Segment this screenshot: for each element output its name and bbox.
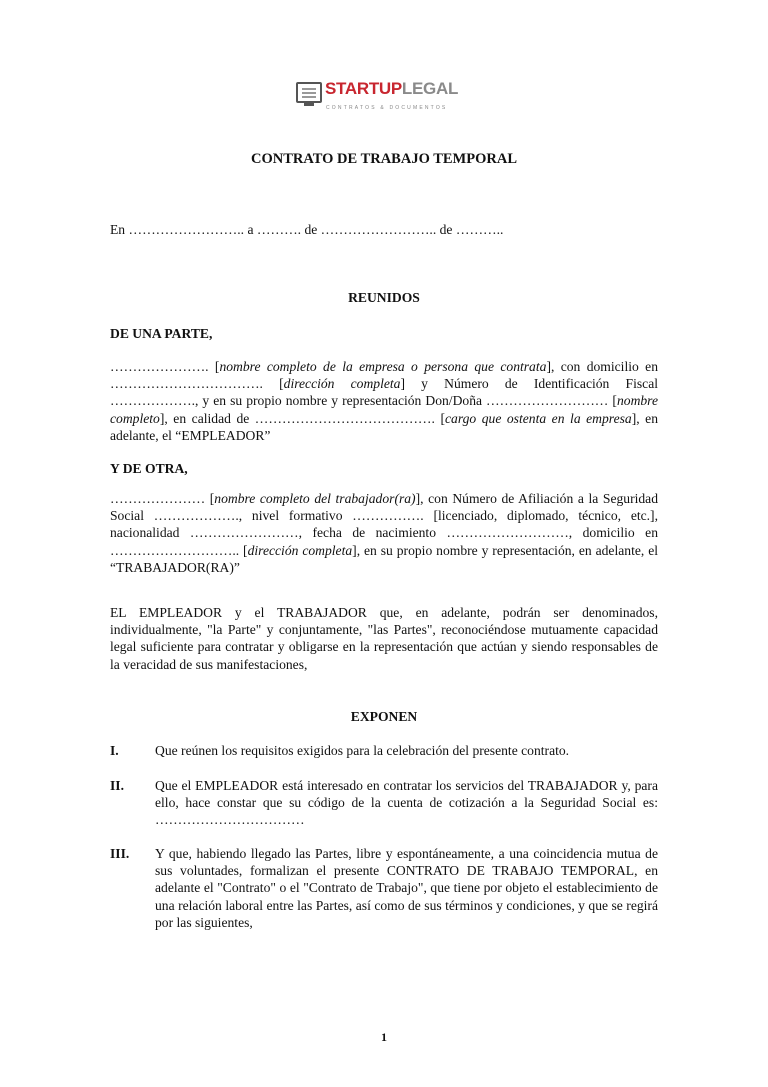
placeholder-text: nombre completo del trabajador(ra): [214, 491, 416, 506]
heading-exponen: EXPONEN: [350, 709, 418, 724]
startuplegal-logo: [296, 79, 459, 111]
item-text: Y que, habiendo llegado las Partes, libre y espontáneamente, a una coincidencia mutua de sus voluntades, formalizan el presente CONTRATO DE TRABAJO TEMPORAL, en adelante el "Contrato" o el "Contrato de Trabajo", que tiene por objeto el establecimiento de una relación laboral entre las Partes, así como de sus términos y condiciones, y que se regirá por las siguientes,: [155, 846, 658, 930]
monitor-stand: [304, 103, 314, 106]
heading-parte1: DE UNA PARTE,: [110, 326, 213, 341]
item-number: III.: [110, 846, 130, 861]
exponen-item-3: [110, 845, 658, 931]
exponen-item-1: [110, 742, 658, 759]
document-title: CONTRATO DE TRABAJO TEMPORAL: [250, 151, 517, 167]
logo-red-text: STARTUP: [325, 79, 402, 98]
placeholder-text: cargo que ostenta en la empresa: [444, 410, 632, 426]
logo-tagline: CONTRATOS & DOCUMENTOS: [326, 105, 448, 111]
text: ] y Número de Identificación Fiscal ………………., y en su propio nombre y representación Don/Doña ……………………… [: [110, 376, 659, 409]
logo-gray-text: LEGAL: [401, 79, 459, 98]
parte1-paragraph: [110, 358, 658, 444]
placeholder-text: nombre completo: [110, 393, 658, 426]
partes-paragraph: EL EMPLEADOR y el TRABAJADOR que, en adelante, podrán ser denominados, individualmente, "la Parte" y conjuntamente, "las Partes", reconociéndose mutuamente capacidad legal suficiente para contratar y obligarse en la representación que actúan y siendo responsables de la veracidad de sus manifestaciones,: [110, 605, 658, 672]
place-date-line: En …………………….. a ………. de …………………….. de ………..: [110, 222, 504, 237]
text: ], en calidad de …………………………………. [: [159, 410, 445, 426]
item-number: II.: [110, 778, 124, 793]
exponen-item-2: [110, 777, 658, 829]
page-number: 1: [381, 1030, 387, 1044]
text: ], con domicilio en ……………………………. [: [110, 359, 659, 392]
text: ], en su propio nombre y representación, en adelante, el “TRABAJADOR(RA)”: [110, 542, 659, 575]
logo-wordmark: [325, 80, 458, 97]
heading-reunidos: REUNIDOS: [348, 290, 420, 305]
item-number: I.: [110, 743, 119, 758]
text: …………………. [: [110, 359, 220, 374]
placeholder-text: nombre completo de la empresa o persona que contrata: [219, 359, 547, 374]
item-text: Que reúnen los requisitos exigidos para la celebración del presente contrato.: [155, 743, 570, 758]
parte2-paragraph: [110, 490, 658, 576]
monitor-icon: [296, 82, 322, 103]
text: ], en adelante, el “EMPLEADOR”: [110, 410, 658, 443]
placeholder-text: dirección completa: [283, 376, 401, 392]
placeholder-text: dirección completa: [247, 542, 353, 558]
item-text: Que el EMPLEADOR está interesado en contratar los servicios del TRABAJADOR y, para ello, hace constar que su código de la cuenta de cotización a la Seguridad Social es: ……………………………: [155, 778, 658, 828]
heading-parte2: Y DE OTRA,: [110, 461, 188, 476]
text: ………………… [: [110, 491, 215, 506]
text: ], con Número de Afiliación a la Seguridad Social ………………., nivel formativo ……………. [licenciado, diplomado, técnico, etc.], nacionalidad ……………………, fecha de nacimiento ………………………, domicilio en ……………………….. [: [110, 491, 658, 558]
